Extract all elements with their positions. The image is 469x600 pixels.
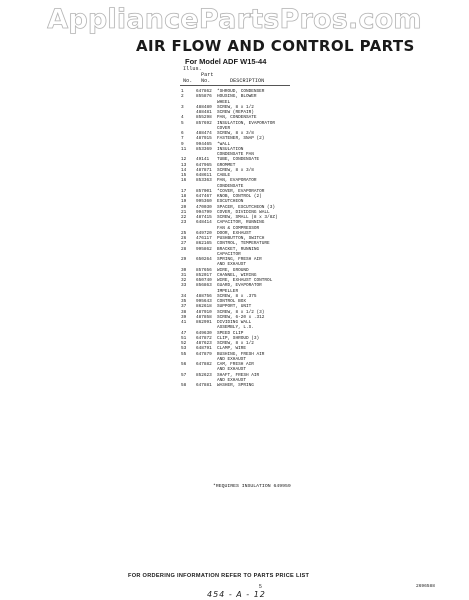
page-number: 5 [259, 584, 262, 590]
part-description: CONTROL, TEMPERATURE [217, 241, 270, 247]
illus-number: 3 [181, 104, 184, 110]
part-description: SCREW, 8 x 1/2 [217, 104, 254, 110]
part-number: 862618 [196, 304, 212, 310]
illus-number: 27 [181, 241, 187, 247]
illus-number: 15 [181, 173, 187, 178]
part-number: 487858 [196, 314, 212, 320]
part-description: DIVIDING WALL [217, 320, 252, 325]
part-description: SPEED CLIP [217, 330, 244, 336]
illus-number: 20 [181, 204, 187, 210]
illus-number: 7 [181, 136, 184, 142]
illus-number: 32 [181, 278, 187, 283]
part-description: *SHROUD, CONDENSER [217, 89, 265, 94]
part-description: AND EXHAUST [217, 377, 246, 383]
illus-number: 35 [181, 299, 187, 304]
illus-number: 57 [181, 372, 187, 378]
part-number: 488756 [196, 293, 212, 299]
illus-number: 38 [181, 309, 187, 315]
model-subtitle: For Model ADF W15-44 [185, 57, 267, 66]
illus-number: 39 [181, 314, 187, 320]
part-description: COVER, DIVIDING WALL [217, 209, 270, 215]
part-description: WASHER, SPRING [217, 383, 254, 388]
part-number: 647881 [196, 383, 212, 388]
part-description: INSULATION [217, 146, 244, 152]
part-number: 476117 [196, 236, 212, 241]
ordering-note: FOR ORDERING INFORMATION REFER TO PARTS PRICE LIST [128, 573, 310, 579]
illus-number: 16 [181, 178, 187, 184]
part-description: CAPACITOR, RUNNING [217, 220, 265, 226]
table-row [181, 383, 306, 388]
illus-number: 18 [181, 194, 187, 199]
illus-number: 17 [181, 188, 187, 194]
part-number: 994465 [196, 141, 212, 147]
part-description: KNOB, CONTROL (2) [217, 194, 262, 199]
part-number: 648791 [196, 346, 212, 352]
part-number: 853369 [196, 146, 212, 152]
part-number: 994799 [196, 209, 212, 215]
part-description: CONDENSATE PAN [217, 152, 254, 157]
part-number: 650740 [196, 278, 212, 283]
part-number: 852623 [196, 372, 212, 378]
part-description: HOUSING, BLOWER [217, 94, 257, 100]
header-part-no: No. [201, 78, 211, 84]
part-number: 487910 [196, 309, 212, 315]
part-description: PUSHBUTTON, SWITCH [217, 236, 265, 241]
part-description: PAN, CONDENSATE [217, 115, 257, 121]
part-number: 647467 [196, 194, 212, 199]
part-number: 487915 [196, 136, 212, 142]
part-description: CAM, FRESH AIR [217, 362, 254, 367]
illus-number: 47 [181, 330, 187, 336]
illus-number: 14 [181, 167, 187, 173]
part-number: 649720 [196, 230, 212, 236]
part-description: AND EXHAUST [217, 262, 246, 268]
part-number: 648414 [196, 220, 212, 226]
part-description: SUPPORT, UNIT [217, 304, 252, 310]
handwritten-note: 454 - A - 12 [207, 590, 266, 599]
illus-number: 22 [181, 215, 187, 220]
part-description: PAN, EVAPORATOR [217, 178, 257, 184]
part-description: IMPELLER [217, 288, 239, 294]
illus-number: 25 [181, 230, 187, 236]
part-description: AND EXHAUST [217, 367, 246, 373]
illus-number: 41 [181, 320, 187, 325]
illus-number: 21 [181, 209, 187, 215]
part-number: 995360 [196, 199, 212, 205]
illus-number: 56 [181, 362, 187, 367]
part-description: *WALL [217, 141, 231, 147]
part-description: DOOR, EXHAUST [217, 230, 252, 236]
part-description: SCREW, 8 x 3/8 [217, 131, 254, 136]
parts-list [181, 89, 306, 388]
header-description: DESCRIPTION [230, 78, 265, 84]
part-description: GUARD, EVAPORATOR [217, 283, 262, 289]
part-number: 852017 [196, 272, 212, 278]
illus-number: 4 [181, 115, 184, 121]
part-number: 487871 [196, 167, 212, 173]
illus-number: 34 [181, 293, 187, 299]
illus-number: 58 [181, 383, 187, 388]
part-description: GROMMET [217, 162, 236, 168]
watermark-logo: AppliancePartsPros.com [47, 4, 422, 35]
part-description: WIRE, EXHAUST CONTROL [217, 278, 273, 283]
illus-number: 28 [181, 246, 187, 252]
part-description: BUSHING, FRESH AIR [217, 351, 265, 357]
part-number: 487415 [196, 215, 212, 220]
part-number: 647882 [196, 362, 212, 367]
part-description: FAN & COMPRESSOR [217, 225, 260, 231]
part-number: 862165 [196, 241, 212, 247]
part-number: 488474 [196, 131, 212, 136]
part-description: SPACER, ESCUTCHEON (3) [217, 204, 275, 210]
footnote: *REQUIRES INSULATION 649959 [213, 484, 291, 489]
part-description: TUBE, CONDENSATE [217, 157, 260, 163]
illus-number: 26 [181, 236, 187, 241]
illus-number: 51 [181, 335, 187, 341]
header-part: Part [201, 72, 214, 78]
part-number: 647879 [196, 351, 212, 357]
part-description: WIRE, GROUND [217, 267, 249, 273]
illus-number: 31 [181, 272, 187, 278]
part-number: 855876 [196, 94, 212, 100]
part-description: COVER [217, 125, 231, 131]
part-number: 857692 [196, 120, 212, 126]
part-description: ESCUTCHEON [217, 199, 244, 205]
part-number: 487623 [196, 341, 212, 346]
header-illus: Illus. [183, 66, 202, 72]
part-number: 856863 [196, 283, 212, 289]
illus-number: 55 [181, 351, 187, 357]
page-title: AIR FLOW AND CONTROL PARTS [136, 37, 415, 55]
illus-number: 30 [181, 267, 187, 273]
part-description: SHAFT, FRESH AIR [217, 372, 260, 378]
illus-number: 12 [181, 157, 187, 163]
part-number: 857001 [196, 188, 212, 194]
part-description: BRACKET, RUNNING [217, 246, 260, 252]
part-description: SCREW (REPAIR) [217, 110, 254, 115]
part-description: ASSEMBLY, L.S. [217, 325, 254, 331]
illus-number: 5 [181, 120, 184, 126]
part-number: 995862 [196, 246, 212, 252]
part-number: 649630 [196, 330, 212, 336]
illus-number: 29 [181, 257, 187, 262]
part-description: CLIP, SHROUD (3) [217, 335, 260, 341]
part-number: 650264 [196, 257, 212, 262]
part-number: 855298 [196, 115, 212, 121]
part-description: CAPACITOR [217, 251, 241, 257]
part-number: 470030 [196, 204, 212, 210]
illus-number: 1 [181, 89, 184, 94]
part-description: SCREW, SMALL (8 x 3/8Z) [217, 215, 278, 220]
part-number: 995643 [196, 299, 212, 304]
part-number: 857656 [196, 267, 212, 273]
part-description: SCREW, 8 x 1/2 (3) [217, 309, 265, 315]
header-divider [180, 85, 290, 86]
part-description: SCREW, 8 x .375 [217, 293, 257, 299]
part-description: INSULATION, EVAPORATOR [217, 120, 275, 126]
part-number: 647862 [196, 89, 212, 94]
illus-number: 37 [181, 304, 187, 310]
header-illus-no: No. [183, 78, 193, 84]
illus-number: 19 [181, 199, 187, 205]
illus-number: 13 [181, 162, 187, 168]
illus-number: 2 [181, 94, 184, 100]
part-description: SPRING, FRESH AIR [217, 257, 262, 262]
part-number: 862991 [196, 320, 212, 325]
part-number: 488481 [196, 110, 212, 115]
part-description: CLAMP, WIRE [217, 346, 246, 352]
part-description: CHANNEL, WIRING [217, 272, 257, 278]
part-description: FASTENER, SNAP (2) [217, 136, 265, 142]
part-description: AND EXHAUST [217, 356, 246, 362]
illus-number: 23 [181, 220, 187, 226]
part-description: CONDENSATE [217, 183, 244, 189]
illus-number: 52 [181, 341, 187, 346]
part-number: 648611 [196, 173, 212, 178]
part-description: WHEEL [217, 99, 231, 105]
part-number: 647965 [196, 162, 212, 168]
illus-number: 33 [181, 283, 187, 289]
illus-number: 6 [181, 131, 184, 136]
part-number: 647872 [196, 335, 212, 341]
part-number: 853363 [196, 178, 212, 184]
part-number: 488480 [196, 104, 212, 110]
part-number: 49141 [196, 157, 210, 163]
illus-number: 11 [181, 146, 187, 152]
part-description: CONTROL BOX [217, 299, 246, 304]
part-description: CABLE [217, 173, 231, 178]
part-description: SCREW, 8 x 1/2 [217, 341, 254, 346]
document-code: 2696588 [416, 584, 435, 589]
part-description: SCREW, 8 x 3/8 [217, 167, 254, 173]
part-description: SCREW, 6-20 x .312 [217, 314, 265, 320]
illus-number: 9 [181, 141, 184, 147]
part-description: *COVER, EVAPORATOR [217, 188, 265, 194]
illus-number: 53 [181, 346, 187, 352]
